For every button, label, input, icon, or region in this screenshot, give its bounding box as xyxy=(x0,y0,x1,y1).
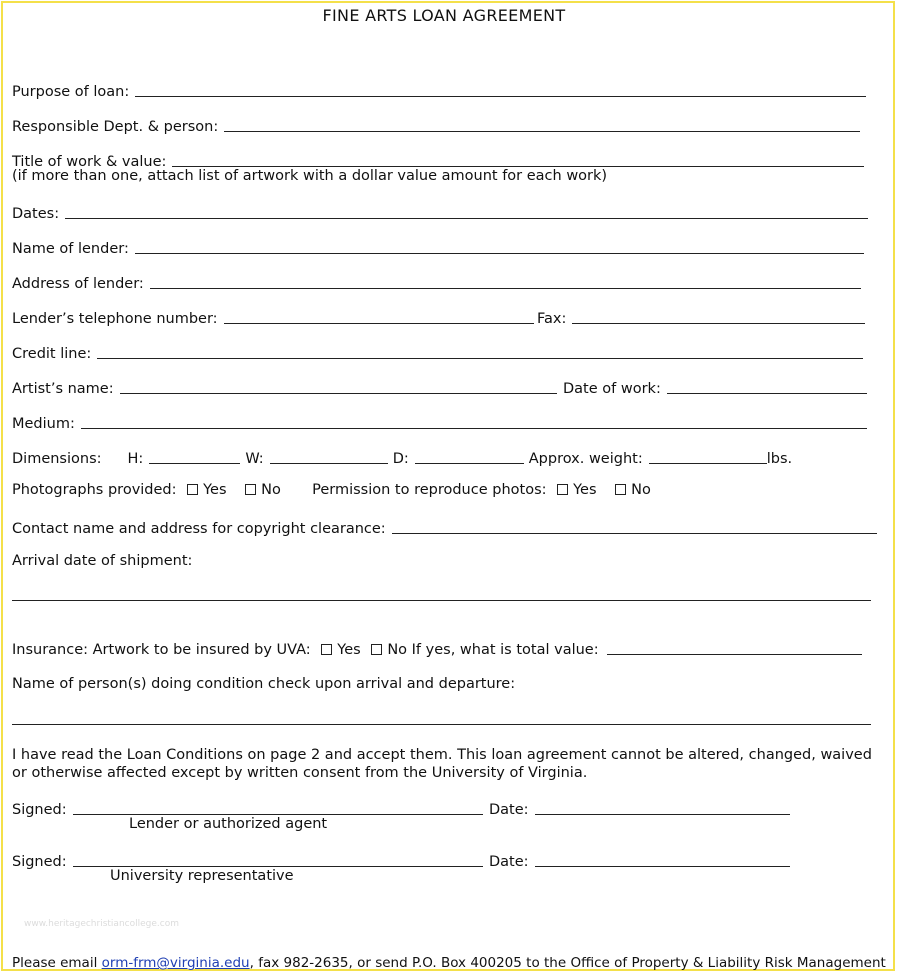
photos-no-label: No xyxy=(261,482,281,498)
permission-yes-checkbox[interactable] xyxy=(557,484,568,495)
lender-signed-label: Signed: xyxy=(12,802,67,818)
lender-name-input[interactable] xyxy=(135,239,864,254)
lender-name-label: Name of lender: xyxy=(12,241,129,257)
dept-input[interactable] xyxy=(224,117,860,132)
dates-row xyxy=(12,202,868,222)
footer-prefix: Please email xyxy=(12,955,102,971)
lender-phone-input[interactable] xyxy=(224,309,534,324)
credit-input[interactable] xyxy=(97,344,863,359)
lender-address-label: Address of lender: xyxy=(12,276,144,292)
purpose-input[interactable] xyxy=(135,82,866,97)
lender-address-row xyxy=(12,272,861,292)
university-date-label: Date: xyxy=(489,854,529,870)
condition-label: Name of person(s) doing condition check upon arrival and departure: xyxy=(12,676,516,692)
permission-no-checkbox[interactable] xyxy=(615,484,626,495)
lender-phone-row xyxy=(12,307,534,327)
copyright-label: Contact name and address for copyright clearance: xyxy=(12,521,386,537)
dates-label: Dates: xyxy=(12,206,60,222)
depth-input[interactable] xyxy=(415,449,524,464)
footer xyxy=(12,955,886,971)
lender-signature-row xyxy=(12,798,483,818)
medium-label: Medium: xyxy=(12,416,75,432)
lender-signature-input[interactable] xyxy=(73,800,483,815)
arrival-label: Arrival date of shipment: xyxy=(12,553,193,569)
weight-unit: lbs. xyxy=(766,451,793,467)
dates-input[interactable] xyxy=(65,204,868,219)
insurance-row xyxy=(12,640,862,660)
condition-input[interactable] xyxy=(12,724,871,725)
university-signature-input[interactable] xyxy=(73,852,483,867)
insurance-value-label: If yes, what is total value: xyxy=(411,642,599,658)
medium-input[interactable] xyxy=(81,414,867,429)
university-date-input[interactable] xyxy=(535,852,790,867)
form-title: FINE ARTS LOAN AGREEMENT xyxy=(322,6,566,25)
title-value-input[interactable] xyxy=(172,152,864,167)
watermark: www.heritagechristiancollege.com xyxy=(24,919,179,929)
lender-address-input[interactable] xyxy=(150,274,861,289)
agreement-text: I have read the Loan Conditions on page 2 and accept them. This loan agreement cannot be altered, changed, waived or otherwise affected except by written consent from the University of Virginia. xyxy=(12,747,872,781)
permission-label: Permission to reproduce photos: xyxy=(312,482,547,498)
date-of-work-label: Date of work: xyxy=(563,381,661,397)
fax-input[interactable] xyxy=(572,309,865,324)
photos-yes-checkbox[interactable] xyxy=(187,484,198,495)
photos-row xyxy=(12,482,651,502)
dimensions-row xyxy=(12,447,792,467)
lender-date-label: Date: xyxy=(489,802,529,818)
insurance-no-label: No xyxy=(387,642,408,658)
dept-label: Responsible Dept. & person: xyxy=(12,119,219,135)
artist-row xyxy=(12,377,557,397)
university-date-row xyxy=(489,850,790,870)
artist-input[interactable] xyxy=(120,379,557,394)
lender-name-row xyxy=(12,237,864,257)
lender-phone-label: Lender’s telephone number: xyxy=(12,311,218,327)
height-input[interactable] xyxy=(149,449,240,464)
purpose-row xyxy=(12,80,866,100)
photos-yes-label: Yes xyxy=(203,482,227,498)
purpose-label: Purpose of loan: xyxy=(12,84,130,100)
fax-label: Fax: xyxy=(537,311,567,327)
copyright-row xyxy=(12,517,877,537)
title-value-note: (if more than one, attach list of artwork with a dollar value amount for each work) xyxy=(12,168,608,184)
credit-label: Credit line: xyxy=(12,346,92,362)
insurance-value-input[interactable] xyxy=(607,640,862,655)
lender-caption: Lender or authorized agent xyxy=(129,816,328,832)
weight-label: Approx. weight: xyxy=(528,451,643,467)
weight-input[interactable] xyxy=(649,449,767,464)
fax-row xyxy=(537,307,865,327)
university-signed-label: Signed: xyxy=(12,854,67,870)
email-link[interactable]: orm-frm@virginia.edu xyxy=(101,955,250,971)
depth-label: D: xyxy=(392,451,409,467)
date-of-work-input[interactable] xyxy=(667,379,867,394)
copyright-input[interactable] xyxy=(392,519,877,534)
dept-row xyxy=(12,115,860,135)
insurance-yes-label: Yes xyxy=(337,642,361,658)
university-signature-row xyxy=(12,850,483,870)
title-value-row xyxy=(12,150,864,170)
artist-label: Artist’s name: xyxy=(12,381,114,397)
insurance-yes-checkbox[interactable] xyxy=(321,644,332,655)
permission-no-label: No xyxy=(631,482,651,498)
insurance-label: Insurance: Artwork to be insured by UVA: xyxy=(12,642,311,658)
height-label: H: xyxy=(127,451,144,467)
insurance-no-checkbox[interactable] xyxy=(371,644,382,655)
footer-suffix: , fax 982-2635, or send P.O. Box 400205 to the Office of Property & Liability Risk Management xyxy=(249,955,886,971)
permission-yes-label: Yes xyxy=(573,482,597,498)
medium-row xyxy=(12,412,867,432)
dimensions-label: Dimensions: xyxy=(12,451,102,467)
photos-no-checkbox[interactable] xyxy=(245,484,256,495)
title-value-label: Title of work & value: xyxy=(12,154,167,170)
photos-label: Photographs provided: xyxy=(12,482,177,498)
university-caption: University representative xyxy=(110,868,294,884)
credit-row xyxy=(12,342,863,362)
arrival-input[interactable] xyxy=(12,600,871,601)
lender-date-row xyxy=(489,798,790,818)
width-label: W: xyxy=(245,451,264,467)
date-of-work-row xyxy=(563,377,867,397)
width-input[interactable] xyxy=(270,449,388,464)
lender-date-input[interactable] xyxy=(535,800,790,815)
